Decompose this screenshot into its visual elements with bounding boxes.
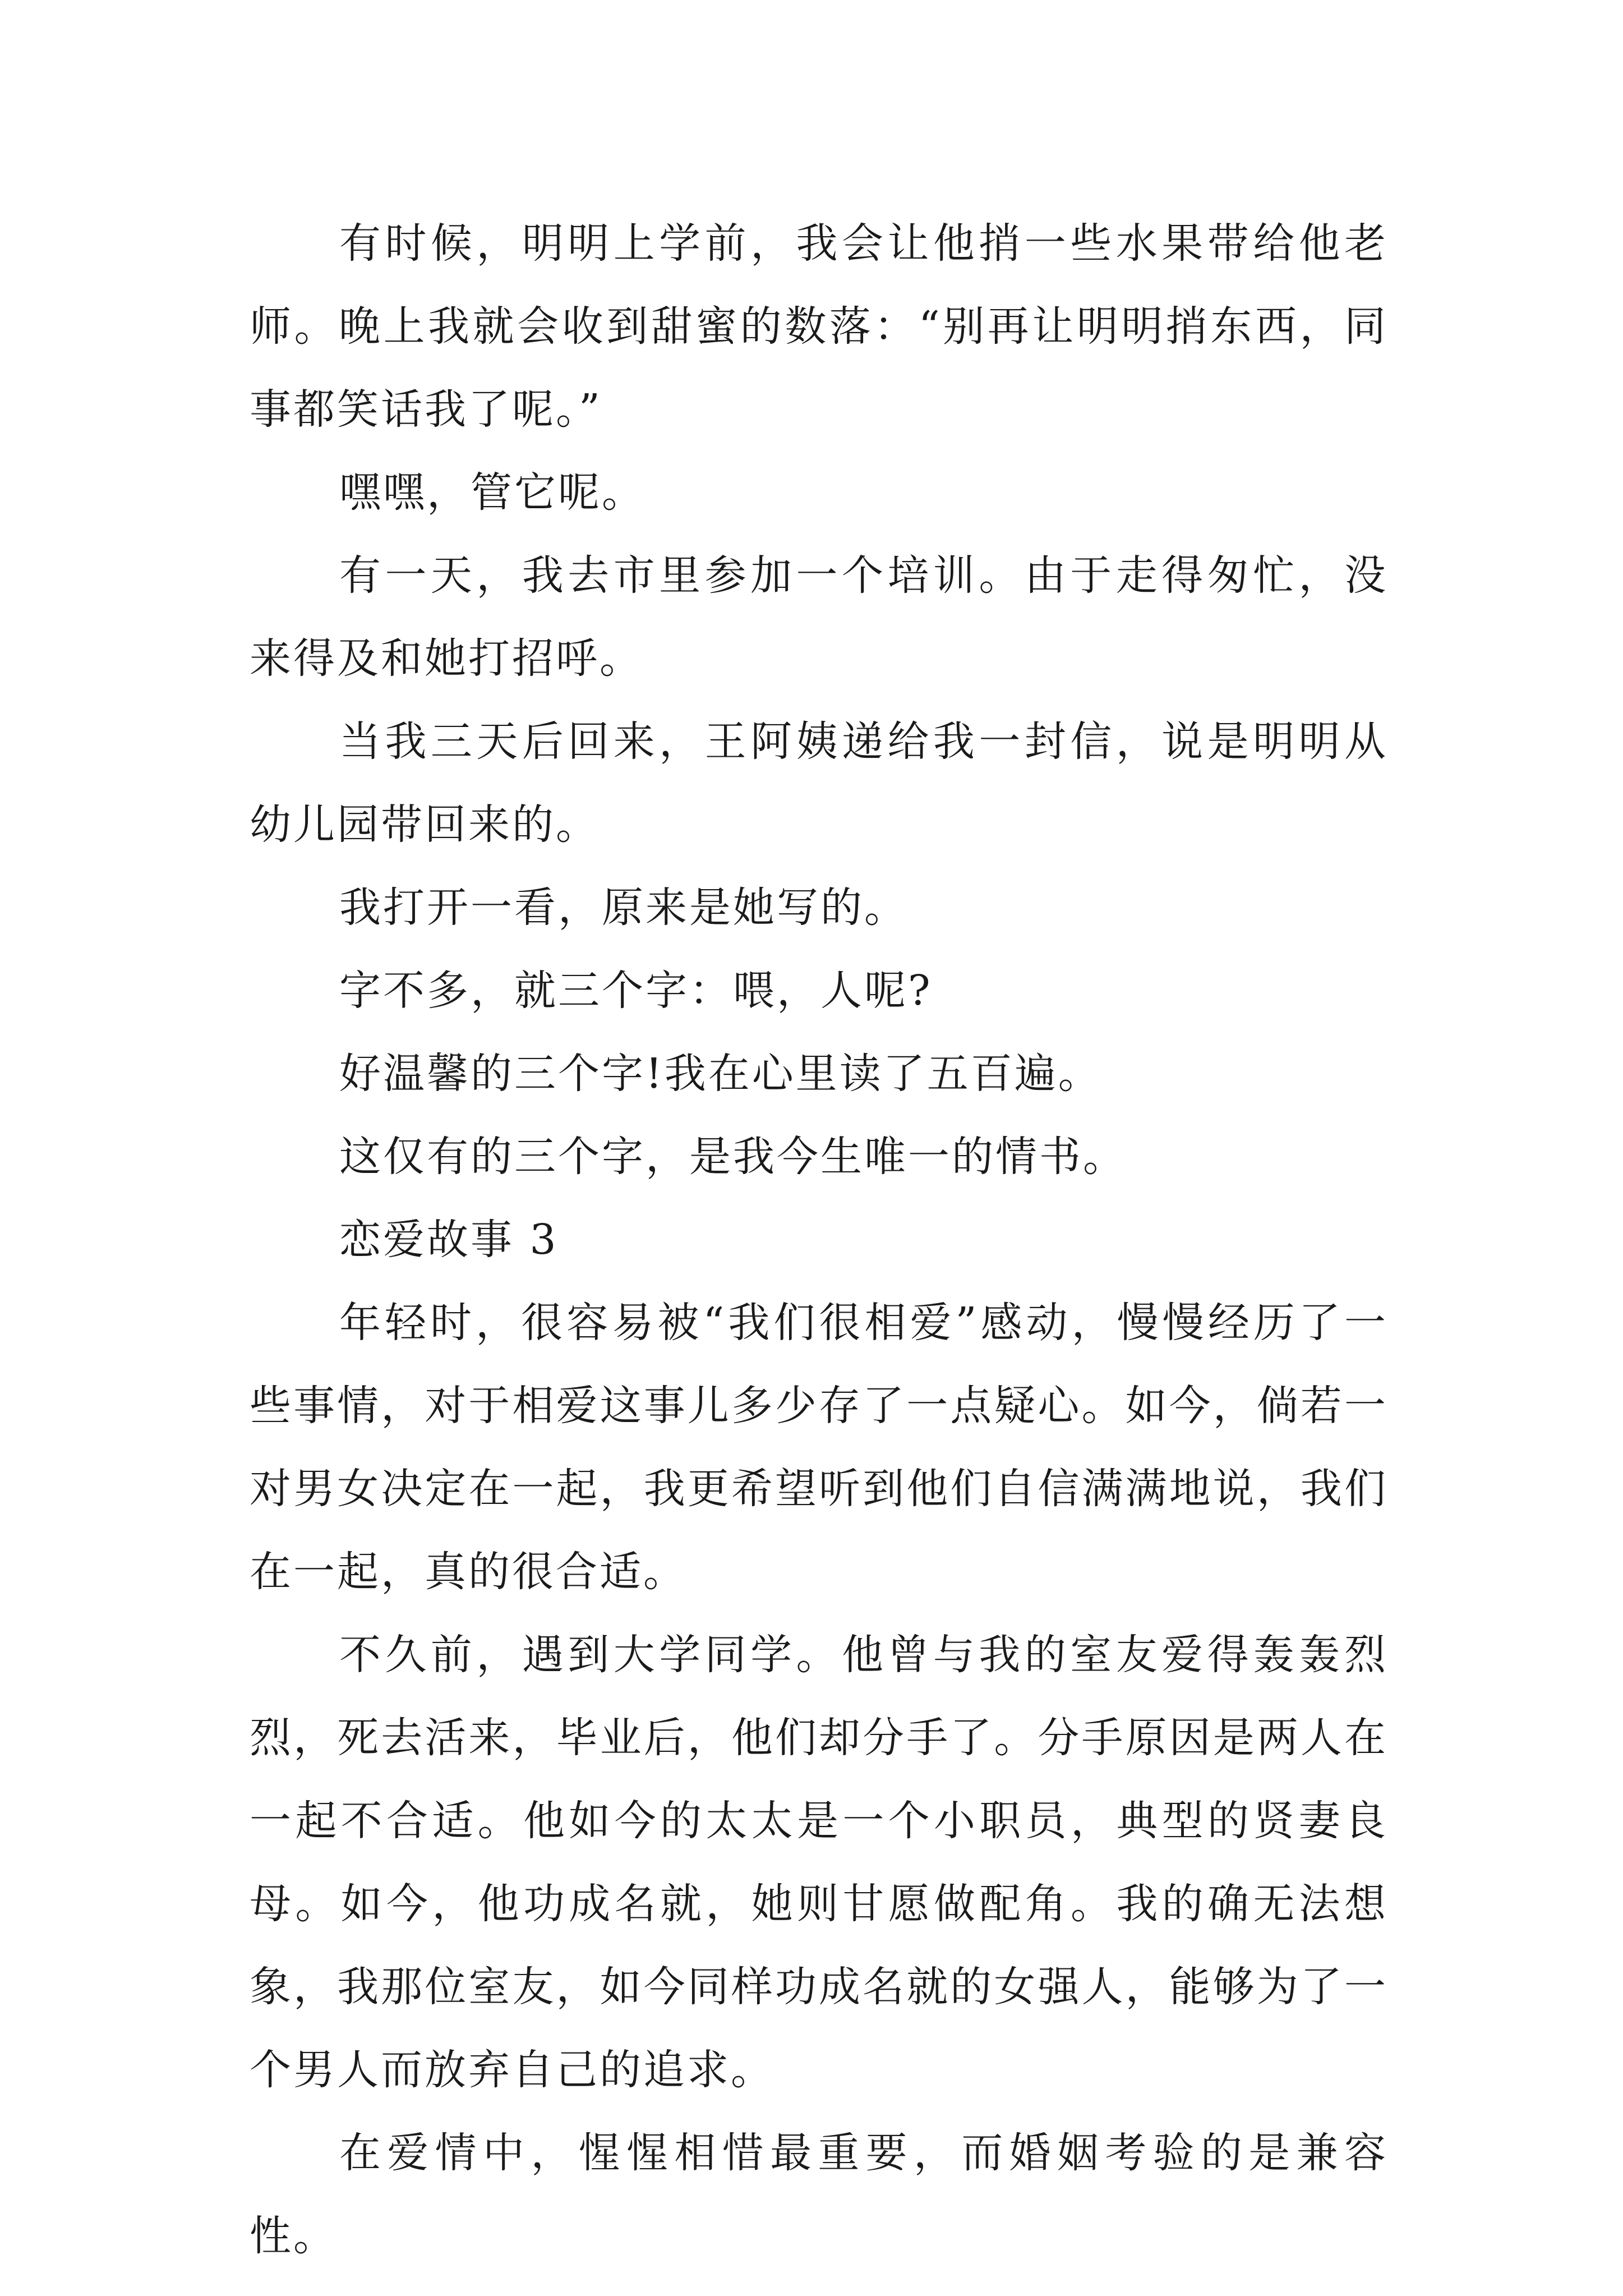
paragraph: 嘿嘿，管它呢。 — [339, 468, 645, 517]
paragraph: 我打开一看，原来是她写的。 — [339, 884, 908, 932]
paragraph: 有时候，明明上学前，我会让他捎一些水果带给他老师。晚上我就会收到甜蜜的数落：“别再让明明捎东西，同事都笑话我了呢。” — [250, 219, 1388, 434]
paragraph: 在爱情中，惺惺相惜最重要，而婚姻考验的是兼容性。 — [250, 2129, 1388, 2260]
document-body — [250, 202, 1388, 2277]
paragraph: 年轻时，很容易被“我们很相爱”感动，慢慢经历了一些事情，对于相爱这事儿多少存了一点疑心。如今，倘若一对男女决定在一起，我更希望听到他们自信满满地说，我们在一起，真的很合适。 — [250, 1299, 1388, 1596]
paragraph: 不久前，遇到大学同学。他曾与我的室友爱得轰轰烈烈，死去活来，毕业后，他们却分手了。分手原因是两人在一起不合适。他如今的太太是一个小职员，典型的贤妻良母。如今，他功成名就，她则甘愿做配角。我的确无法想象，我那位室友，如今同样功成名就的女强人，能够为了一个男人而放弃自己的追求。 — [250, 1631, 1388, 2094]
paragraph: 字不多，就三个字：喂，人呢? — [339, 967, 933, 1015]
paragraph: 这仅有的三个字，是我今生唯一的情书。 — [339, 1133, 1127, 1181]
section-heading: 恋爱故事 3 — [339, 1216, 559, 1264]
paragraph: 当我三天后回来，王阿姨递给我一封信，说是明明从幼儿园带回来的。 — [250, 717, 1388, 849]
paragraph: 好温馨的三个字!我在心里读了五百遍。 — [339, 1050, 1102, 1098]
paragraph: 有一天，我去市里参加一个培训。由于走得匆忙，没来得及和她打招呼。 — [250, 551, 1388, 683]
